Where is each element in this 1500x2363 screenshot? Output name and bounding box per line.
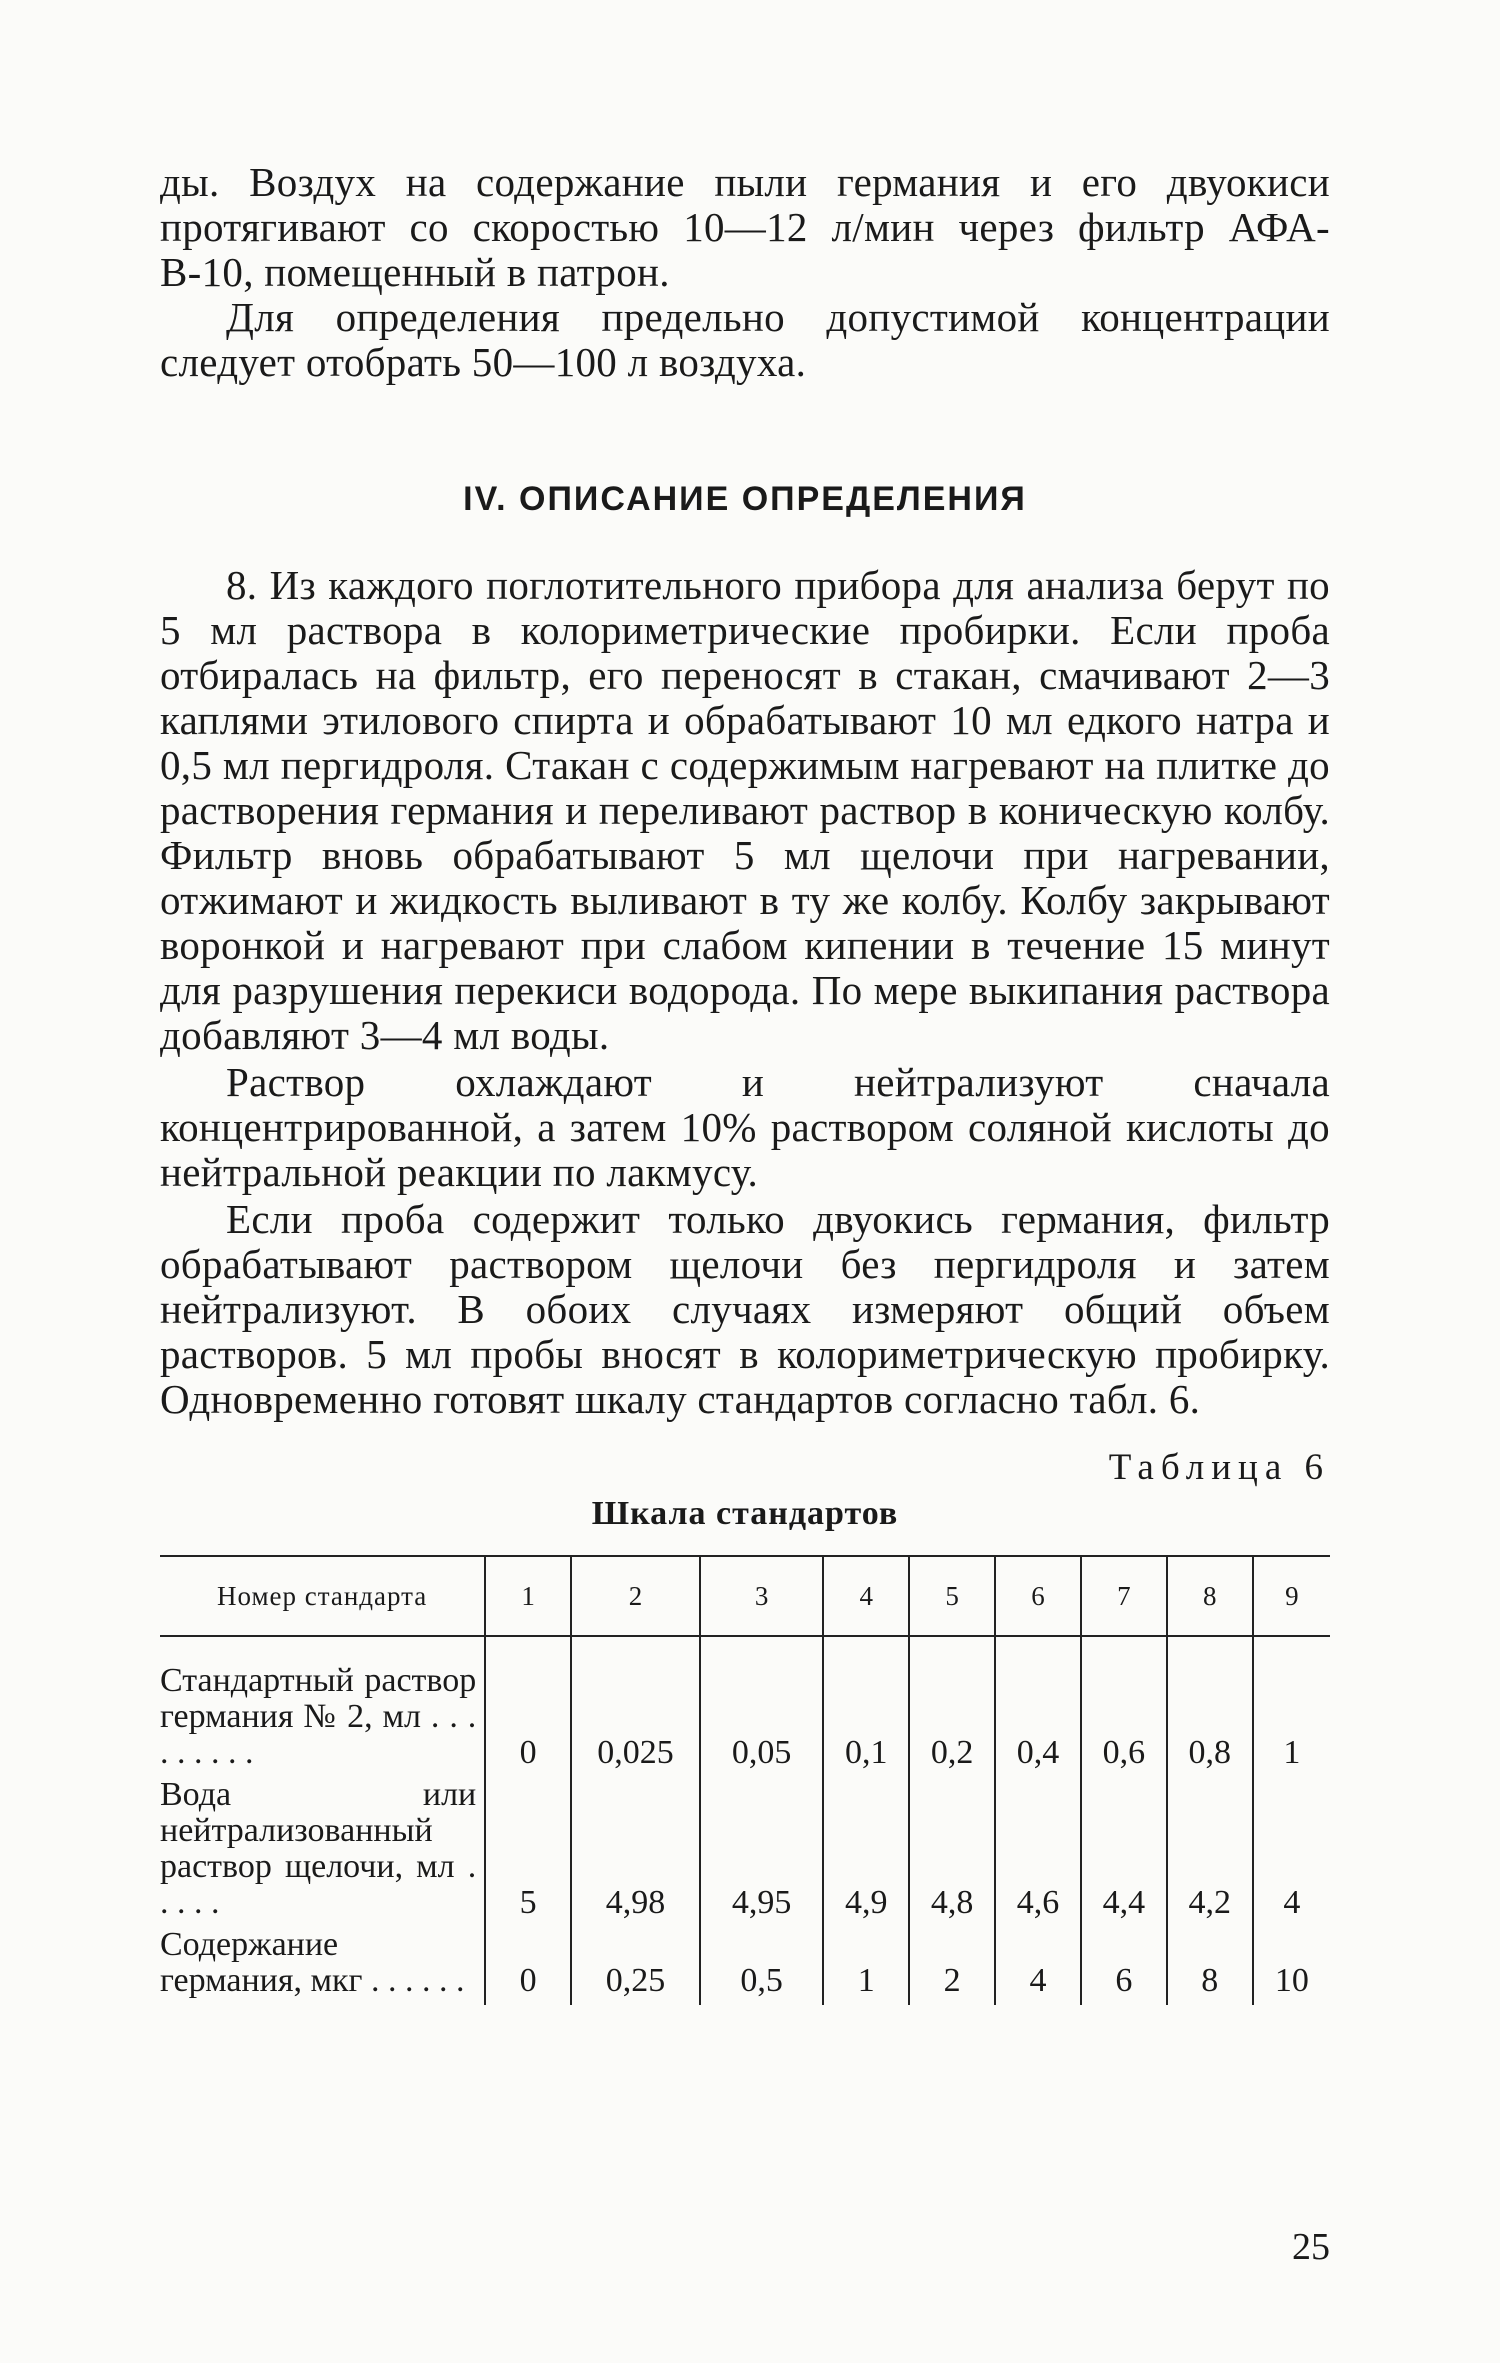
- table-title: Шкала стандартов: [591, 1495, 899, 1532]
- table-caption: Таблица 6: [1108, 1447, 1330, 1488]
- table-cell: 0,6: [1081, 1663, 1167, 1777]
- header-col-9: 9: [1253, 1556, 1330, 1636]
- paragraph-neutralization: Раствор охлаждают и нейтрализуют сначала концентрированной, а затем 10% раствором соляной кислоты до нейтральной реакции по лакмусу.: [160, 1059, 1330, 1195]
- page-content: [160, 160, 1330, 2005]
- table-cell: 4,8: [909, 1777, 995, 1927]
- table-cell: 4,4: [1081, 1777, 1167, 1927]
- table-cell: 0,5: [700, 1927, 823, 2005]
- table-cell: 4,6: [995, 1777, 1081, 1927]
- table-cell: 0,1: [823, 1663, 909, 1777]
- table-cell: 1: [823, 1927, 909, 2005]
- table-cell: 0,025: [571, 1663, 700, 1777]
- table-cell: 10: [1253, 1927, 1330, 2005]
- table-cell: 1: [1253, 1663, 1330, 1777]
- table-row: [160, 1777, 1330, 1927]
- table-cell: 4: [1253, 1777, 1330, 1927]
- header-col-8: 8: [1167, 1556, 1253, 1636]
- header-col-4: 4: [823, 1556, 909, 1636]
- table-cell: 4,2: [1167, 1777, 1253, 1927]
- table-row: [160, 1663, 1330, 1777]
- paragraph-dioxide-only: Если проба содержит только двуокись германия, фильтр обрабатывают раствором щелочи без пергидроля и затем нейтрализуют. В обоих случаях измеряют общий объем растворов. 5 мл пробы вносят в колориметрическую пробирку. Одновременно готовят шкалу стандартов согласно табл. 6.: [160, 1196, 1330, 1422]
- table-spacer-row: [160, 1636, 1330, 1663]
- table-cell: 2: [909, 1927, 995, 2005]
- header-col-5: 5: [909, 1556, 995, 1636]
- header-col-2: 2: [571, 1556, 700, 1636]
- table-cell: 0,8: [1167, 1663, 1253, 1777]
- header-col-1: 1: [485, 1556, 571, 1636]
- row-label: Содержание германия, мкг . . . . . .: [160, 1926, 465, 1999]
- row-label: Стандартный раствор германия № 2, мл . . . . . . . . .: [160, 1662, 477, 1771]
- table-cell: 0,2: [909, 1663, 995, 1777]
- table-cell: 0: [485, 1663, 571, 1777]
- table-cell: 5: [485, 1777, 571, 1927]
- header-col-3: 3: [700, 1556, 823, 1636]
- table-cell: 4: [995, 1927, 1081, 2005]
- table-row: [160, 1927, 1330, 2005]
- table-cell: 0,25: [571, 1927, 700, 2005]
- table-cell: 0,4: [995, 1663, 1081, 1777]
- table-cell: 4,9: [823, 1777, 909, 1927]
- table-cell: 0,05: [700, 1663, 823, 1777]
- paragraph-continuation: ды. Воздух на содержание пыли германия и его двуокиси протягивают со скоростью 10—12 л/мин через фильтр АФА-В-10, помещенный в патрон.: [160, 159, 1330, 295]
- page-number: 25: [1292, 2226, 1330, 2268]
- table-header-row: [160, 1556, 1330, 1636]
- table-cell: 4,98: [571, 1777, 700, 1927]
- standards-table: [160, 1555, 1330, 2005]
- table-cell: 8: [1167, 1927, 1253, 2005]
- table-cell: 0: [485, 1927, 571, 2005]
- paragraph-procedure: 8. Из каждого поглотительного прибора для анализа берут по 5 мл раствора в колориметрические пробирки. Если проба отбиралась на фильтр, его переносят в стакан, смачивают 2—3 каплями этилового спирта и обрабатывают 10 мл едкого натра и 0,5 мл пергидроля. Стакан с содержимым нагревают на плитке до растворения германия и переливают раствор в коническую колбу. Фильтр вновь обрабатывают 5 мл щелочи при нагревании, отжимают и жидкость выливают в ту же колбу. Колбу закрывают воронкой и нагревают при слабом кипении в течение 15 минут для разрушения перекиси водорода. По мере выкипания раствора добавляют 3—4 мл воды.: [160, 562, 1330, 1058]
- header-col-7: 7: [1081, 1556, 1167, 1636]
- section-heading: IV. ОПИСАНИЕ ОПРЕДЕЛЕНИЯ: [463, 480, 1027, 518]
- table-cell: 6: [1081, 1927, 1167, 2005]
- paragraph-sampling-volume: Для определения предельно допустимой концентрации следует отобрать 50—100 л воздуха.: [160, 294, 1330, 385]
- header-col-6: 6: [995, 1556, 1081, 1636]
- table-cell: 4,95: [700, 1777, 823, 1927]
- row-label: Вода или нейтрализованный раствор щелочи, мл . . . . .: [160, 1776, 477, 1921]
- header-label: Номер стандарта: [160, 1556, 485, 1636]
